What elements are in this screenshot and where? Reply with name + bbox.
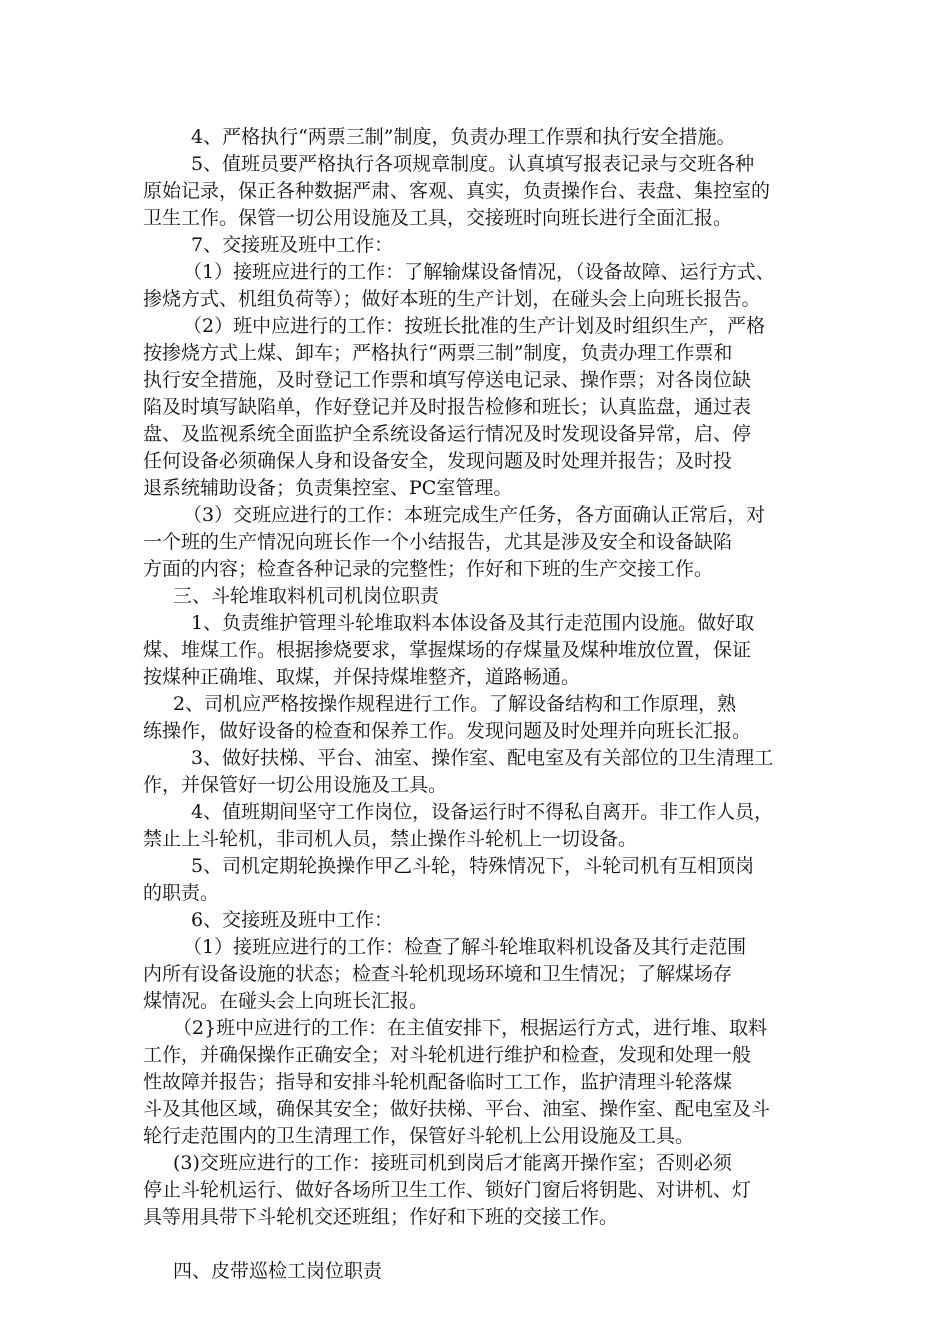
paragraph-line: 斗及其他区域，确保其安全；做好扶梯、平台、油室、操作室、配电室及斗 — [143, 1098, 771, 1120]
paragraph-line: 一个班的生产情况向班长作一个小结报告，尤其是涉及安全和设备缺陷 — [143, 531, 733, 553]
section-heading: 四、皮带巡检工岗位职责 — [173, 1260, 383, 1282]
paragraph-line: 禁止上斗轮机，非司机人员，禁止操作斗轮机上一切设备。 — [143, 828, 638, 850]
paragraph-line: 工作，并确保操作正确安全；对斗轮机进行维护和检查，发现和处理一般 — [143, 1044, 752, 1066]
paragraph-line: 6、交接班及班中工作： — [191, 909, 394, 931]
paragraph-line: 停止斗轮机运行、做好各场所卫生工作、锁好门窗后将钥匙、对讲机、灯 — [143, 1179, 752, 1201]
paragraph-line: 具等用具带下斗轮机交还班组；作好和下班的交接工作。 — [143, 1206, 619, 1228]
paragraph-line: 作，并保管好一切公用设施及工具。 — [143, 774, 448, 796]
paragraph-line: 性故障并报告；指导和安排斗轮机配备临时工工作，监护清理斗轮落煤 — [143, 1071, 733, 1093]
paragraph-line: 按掺烧方式上煤、卸车；严格执行“两票三制”制度，负责办理工作票和 — [143, 342, 733, 364]
paragraph-line: 练操作，做好设备的检查和保养工作。发现问题及时处理并向班长汇报。 — [143, 720, 752, 742]
paragraph-line: （2）班中应进行的工作：按班长批准的生产计划及时组织生产，严格 — [183, 315, 766, 337]
paragraph-line: 4、严格执行“两票三制”制度，负责办理工作票和执行安全措施。 — [191, 126, 736, 148]
paragraph-line: 内所有设备设施的状态；检查斗轮机现场环境和卫生情况；了解煤场存 — [143, 963, 733, 985]
paragraph-line: （3）交班应进行的工作：本班完成生产任务，各方面确认正常后，对 — [183, 504, 766, 526]
paragraph-line: 执行安全措施，及时登记工作票和填写停送电记录、操作票；对各岗位缺 — [143, 369, 752, 391]
section-heading: 三、斗轮堆取料机司机岗位职责 — [173, 585, 440, 607]
paragraph-line: 5、司机定期轮换操作甲乙斗轮，特殊情况下，斗轮司机有互相顶岗 — [191, 855, 755, 877]
paragraph-line: 的职责。 — [143, 882, 220, 904]
paragraph-line: 1、负责维护管理斗轮堆取料本体设备及其行走范围内设施。做好取 — [191, 612, 755, 634]
blank-line — [143, 1231, 815, 1258]
paragraph-line: 陷及时填写缺陷单，作好登记并及时报告检修和班长；认真监盘，通过表 — [143, 396, 752, 418]
document-body — [143, 124, 815, 1285]
paragraph-line: 卫生工作。保管一切公用设施及工具，交接班时向班长进行全面汇报。 — [143, 207, 733, 229]
paragraph-line: 方面的内容；检查各种记录的完整性；作好和下班的生产交接工作。 — [143, 558, 714, 580]
paragraph-line: （1）接班应进行的工作：了解输煤设备情况，（设备故障、运行方式、 — [183, 261, 775, 283]
paragraph-line: 2、司机应严格按操作规程进行工作。了解设备结构和工作原理，熟 — [173, 693, 737, 715]
paragraph-line: 4、值班期间坚守工作岗位，设备运行时不得私自离开。非工作人员， — [191, 801, 774, 823]
paragraph-line: 7、交接班及班中工作： — [191, 234, 394, 256]
paragraph-line: 按煤种正确堆、取煤，并保持煤堆整齐，道路畅通。 — [143, 666, 581, 688]
paragraph-line: 掺烧方式、机组负荷等）；做好本班的生产计划，在碰头会上向班长报告。 — [143, 288, 761, 310]
paragraph-line: 轮行走范围内的卫生清理工作，保管好斗轮机上公用设施及工具。 — [143, 1125, 695, 1147]
paragraph-line: 煤情况。在碰头会上向班长汇报。 — [143, 990, 429, 1012]
paragraph-line: 盘、及监视系统全面监护全系统设备运行情况及时发现设备异常，启、停 — [143, 423, 752, 445]
paragraph-line: (3)交班应进行的工作：接班司机到岗后才能离开操作室；否则必须 — [173, 1152, 732, 1174]
paragraph-line: 5、值班员要严格执行各项规章制度。认真填写报表记录与交班各种 — [191, 153, 755, 175]
paragraph-line: 3、做好扶梯、平台、油室、操作室、配电室及有关部位的卫生清理工 — [191, 747, 774, 769]
paragraph-line: （2}班中应进行的工作：在主值安排下，根据运行方式，进行堆、取料 — [173, 1017, 768, 1039]
paragraph-line: 原始记录，保正各种数据严肃、客观、真实，负责操作台、表盘、集控室的 — [143, 180, 771, 202]
paragraph-line: 煤、堆煤工作。根据掺烧要求，掌握煤场的存煤量及煤种堆放位置，保证 — [143, 639, 752, 661]
paragraph-line: 退系统辅助设备；负责集控室、PC室管理。 — [143, 477, 513, 499]
paragraph-line: （1）接班应进行的工作：检查了解斗轮堆取料机设备及其行走范围 — [183, 936, 747, 958]
paragraph-line: 任何设备必须确保人身和设备安全，发现问题及时处理并报告；及时投 — [143, 450, 733, 472]
